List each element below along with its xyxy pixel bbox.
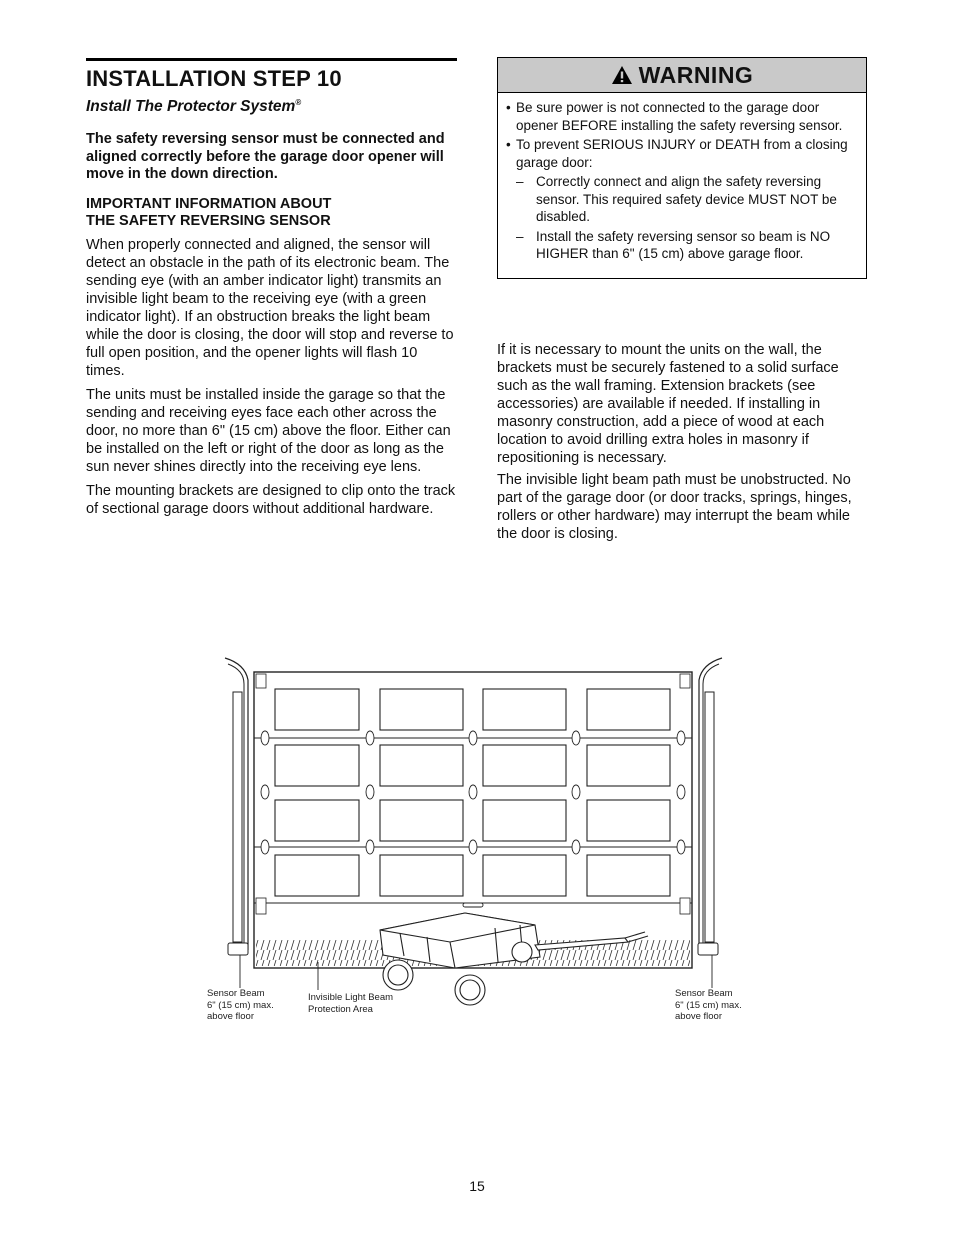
title-rule [86, 58, 457, 61]
body-paragraph: The units must be installed inside the garage so that the sending and receiving eyes face each other across the door, no more than 6" (15 cm) above the floor. Either can be installed on the left or right of the door as long as the sun never shines directly into the receiving eye lens. [86, 386, 451, 475]
callout-line: Sensor Beam [675, 988, 733, 999]
left-door-jamb [233, 692, 242, 942]
warning-bullet [506, 136, 856, 171]
door-handle [463, 903, 483, 907]
warning-triangle-icon [611, 65, 633, 85]
bullet-mark: • [506, 137, 511, 152]
warning-body [498, 93, 866, 263]
callout-line: above floor [675, 1011, 723, 1022]
dash-mark: – [516, 174, 524, 189]
section-heading-line-2: THE SAFETY REVERSING SENSOR [86, 213, 331, 230]
body-paragraph: The invisible light beam path must be unobstructed. No part of the garage door (or door tracks, springs, hinges, rollers or other hardware) may interrupt the beam while the door is closing. [497, 472, 852, 542]
warning-header [498, 58, 866, 93]
warning-bullet [506, 99, 856, 134]
page-number: 15 [469, 1178, 485, 1194]
wagon-wheel [512, 942, 532, 962]
left-sensor-callout [207, 988, 274, 1023]
right-safety-sensor [698, 943, 718, 955]
body-paragraph: If it is necessary to mount the units on the wall, the brackets must be securely fastened to a solid surface such as the wall framing. Extension brackets (see accessories) are available if needed. If installing in masonry construction, add a piece of wood at each location to avoid drilling extra holes in masonry if repositioning is necessary. [497, 342, 839, 466]
callout-line: Protection Area [308, 1003, 373, 1015]
right-door-jamb [705, 692, 714, 942]
dash-mark: – [516, 228, 524, 244]
callout-line: Invisible Light Beam [308, 992, 394, 1003]
right-door-track [699, 658, 722, 950]
step-subtitle-text: Install The Protector System [86, 98, 296, 116]
callout-line: above floor [207, 1011, 255, 1022]
right-sensor-callout [675, 988, 742, 1023]
warning-bullet-text: Be sure power is not connected to the garage door opener BEFORE installing the safety reversing sensor. [516, 100, 843, 133]
body-paragraph: The mounting brackets are designed to clip onto the track of sectional garage doors without additional hardware. [86, 482, 456, 517]
light-beam-callout [308, 992, 393, 1015]
warning-subitem [506, 173, 856, 226]
section-heading-line-1: IMPORTANT INFORMATION ABOUT [86, 195, 332, 212]
registered-mark: ® [295, 98, 302, 107]
left-safety-sensor [228, 943, 248, 955]
warning-bullet-text: To prevent SERIOUS INJURY or DEATH from a closing garage door: [516, 137, 848, 170]
warning-subitem-text: Install the safety reversing sensor so beam is NO HIGHER than 6" (15 cm) above garage floor. [536, 228, 831, 261]
step-subtitle [86, 93, 457, 117]
callout-line: 6" (15 cm) max. [675, 999, 742, 1011]
warning-subitem [506, 228, 856, 263]
left-door-track [225, 658, 248, 950]
garage-door-drawing [200, 650, 760, 1030]
right-column [497, 341, 869, 543]
callout-line: 6" (15 cm) max. [207, 999, 274, 1011]
garage-door-illustration [200, 650, 760, 1030]
lead-paragraph: The safety reversing sensor must be connected and aligned correctly before the garage door opener will move in the down direction. [86, 131, 445, 183]
callout-line: Sensor Beam [207, 988, 265, 999]
warning-subitem-text: Correctly connect and align the safety reversing sensor. This required safety device MUST NOT be disabled. [536, 174, 837, 224]
warning-title: WARNING [638, 61, 754, 88]
section-heading [86, 196, 457, 231]
left-column [86, 58, 457, 518]
bullet-mark: • [506, 100, 511, 115]
body-paragraph: When properly connected and aligned, the sensor will detect an obstacle in the path of its electronic beam. The sending eye (with an amber indicator light) transmits an invisible light beam to the receiving eye (with a green indicator light). If an obstruction breaks the light beam while the door is closing, the door will stop and reverse to full open position, and the opener lights will flash 10 times. [86, 236, 454, 379]
warning-box [497, 57, 867, 279]
step-title: INSTALLATION STEP 10 [86, 66, 342, 91]
